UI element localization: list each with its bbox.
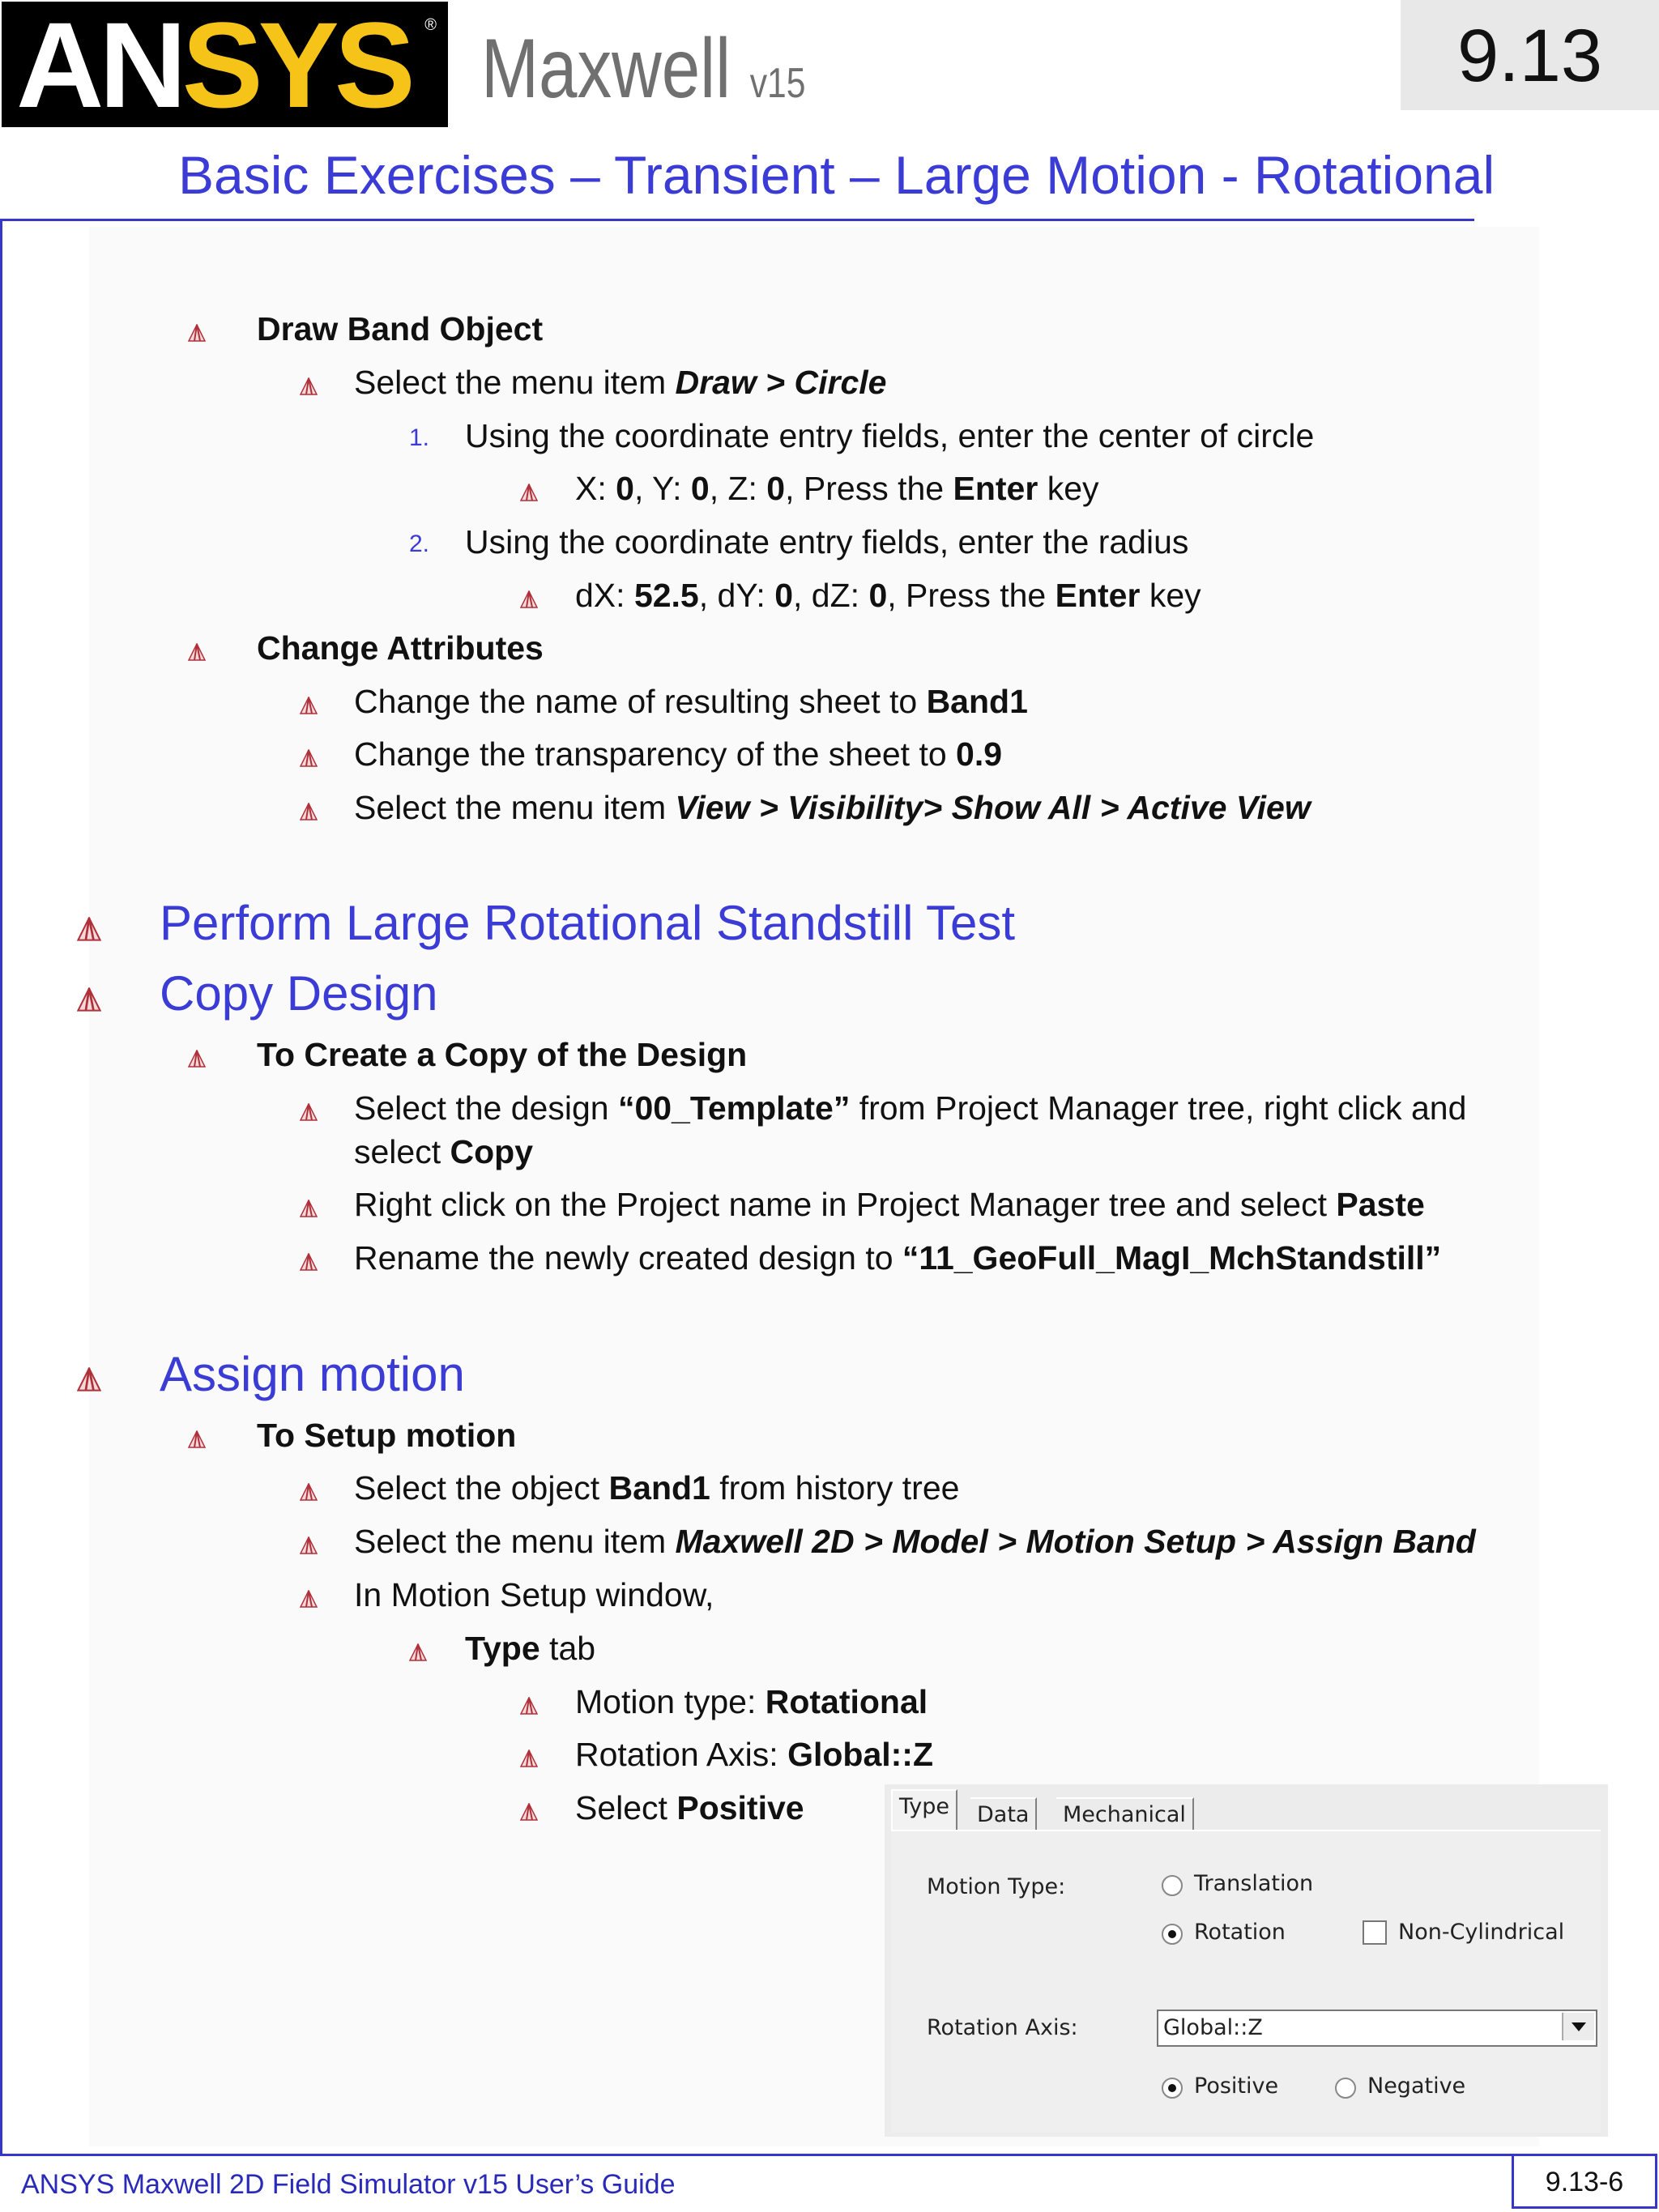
text: Select the menu item [354, 364, 676, 401]
menu-path: View > Visibility> Show All > Active View [675, 789, 1311, 826]
menu-path: Maxwell 2D > Model > Motion Setup > Assign Band [675, 1523, 1476, 1560]
pyramid-bullet-icon [300, 1253, 318, 1271]
value: Positive [676, 1789, 804, 1826]
product-title: Maxwell [481, 22, 731, 116]
pyramid-bullet-icon [409, 1643, 427, 1661]
text: , Y: [633, 470, 691, 507]
design-name: “00_Template” [617, 1089, 851, 1127]
product-name [481, 24, 805, 128]
negative-radio[interactable] [1335, 2078, 1356, 2099]
value: 0 [774, 577, 794, 614]
value: 0 [690, 470, 710, 507]
left-border [0, 219, 2, 2154]
heading-draw-band: Draw Band Object [257, 310, 544, 347]
pyramid-bullet-icon [77, 1367, 101, 1392]
text: X: [575, 470, 616, 507]
footer-divider [0, 2154, 1513, 2156]
tab-type[interactable]: Type [891, 1789, 957, 1833]
positive-radio[interactable] [1162, 2078, 1183, 2099]
page-number-box [1512, 2154, 1657, 2209]
pyramid-bullet-icon [520, 484, 538, 501]
ansys-logo [2, 0, 448, 133]
key-name: Enter [1055, 577, 1141, 614]
radius-step: Using the coordinate entry fields, enter the radius [465, 523, 1189, 560]
pyramid-bullet-icon [300, 1536, 318, 1554]
text: Rotation Axis: [575, 1736, 788, 1773]
page-title: Basic Exercises – Transient – Large Motion - Rotational [178, 145, 1495, 205]
header-divider [0, 219, 1474, 221]
section-assign-motion: Assign motion [160, 1347, 465, 1401]
tab-mechanical[interactable]: Mechanical [1056, 1797, 1194, 1831]
text: Select the menu item [354, 789, 676, 826]
value: Paste [1336, 1186, 1425, 1223]
pyramid-bullet-icon [300, 1103, 318, 1121]
product-version: v15 [749, 60, 806, 107]
section-standstill-test: Perform Large Rotational Standstill Test [160, 896, 1016, 950]
translation-label: Translation [1194, 1871, 1314, 1896]
text: Select the menu item [354, 1523, 676, 1560]
value: Band1 [926, 683, 1028, 720]
text: from history tree [710, 1469, 960, 1507]
value: 0 [616, 470, 634, 507]
show-all-step [354, 786, 1311, 829]
pyramid-bullet-icon [300, 803, 318, 820]
text: from Project Manager tree, right click and [850, 1089, 1467, 1127]
motion-type-step [575, 1681, 928, 1723]
pyramid-bullet-icon [188, 643, 206, 661]
pyramid-bullet-icon [300, 697, 318, 714]
pyramid-bullet-icon [300, 1590, 318, 1608]
pyramid-bullet-icon [300, 1483, 318, 1501]
step-number: 1. [409, 424, 430, 451]
rename-design-step [354, 1237, 1441, 1279]
rotation-axis-select[interactable] [1157, 2010, 1597, 2047]
text: select [354, 1133, 450, 1170]
pyramid-bullet-icon [520, 1697, 538, 1715]
heading-change-attributes: Change Attributes [257, 629, 544, 667]
positive-label: Positive [1194, 2073, 1279, 2099]
text: Change the transparency of the sheet to [354, 735, 957, 773]
motion-setup-dialog [885, 1784, 1608, 2137]
text: Rename the newly created design to [354, 1239, 902, 1276]
text: Right click on the Project name in Project Manager tree and select [354, 1186, 1337, 1223]
page-number: 9.13-6 [1545, 2167, 1624, 2197]
rename-sheet-step [354, 680, 1028, 722]
rotation-axis-step [575, 1733, 933, 1775]
text: Select the design [354, 1089, 618, 1127]
text: Select [575, 1789, 677, 1826]
transparency-step [354, 733, 1002, 775]
pyramid-bullet-icon [188, 324, 206, 342]
assign-band-menu-step [354, 1520, 1476, 1562]
chapter-box [1401, 0, 1659, 110]
value: Rotational [765, 1683, 928, 1720]
pyramid-bullet-icon [520, 1750, 538, 1767]
non-cylindrical-checkbox[interactable] [1363, 1920, 1387, 1945]
chevron-down-icon[interactable] [1562, 2013, 1594, 2040]
logo-text-yellow: SYS [181, 0, 411, 133]
select-band-step [354, 1467, 959, 1509]
value: Band1 [608, 1469, 710, 1507]
pyramid-bullet-icon [300, 377, 318, 395]
text: Motion type: [575, 1683, 766, 1720]
pyramid-bullet-icon [520, 1803, 538, 1821]
tab-name: Type [465, 1630, 540, 1667]
section-copy-design: Copy Design [160, 966, 438, 1021]
text: key [1038, 470, 1099, 507]
center-coordinates [575, 467, 1099, 509]
pyramid-bullet-icon [188, 1050, 206, 1068]
pyramid-bullet-icon [300, 1200, 318, 1217]
text: , dY: [698, 577, 775, 614]
text: , dZ: [793, 577, 869, 614]
pyramid-bullet-icon [188, 1430, 206, 1448]
pyramid-bullet-icon [77, 917, 101, 941]
motion-type-label: Motion Type: [927, 1874, 1066, 1899]
rotation-axis-label: Rotation Axis: [927, 2015, 1078, 2040]
radius-coordinates [575, 574, 1201, 616]
rotation-axis-value: Global::Z [1163, 2015, 1263, 2040]
text: Select the object [354, 1469, 609, 1507]
step-number: 2. [409, 531, 430, 557]
value: Global::Z [787, 1736, 933, 1773]
key-name: Enter [953, 470, 1038, 507]
logo-text-white: AN [16, 0, 182, 133]
motion-window-step: In Motion Setup window, [354, 1576, 714, 1613]
rotation-label: Rotation [1194, 1920, 1286, 1945]
chapter-number: 9.13 [1456, 15, 1603, 97]
text: , Press the [785, 470, 953, 507]
text: key [1140, 577, 1201, 614]
pyramid-bullet-icon [77, 987, 101, 1012]
draw-circle-menu-step [354, 361, 886, 403]
text: , Press the [887, 577, 1056, 614]
pyramid-bullet-icon [300, 749, 318, 767]
select-positive-step [575, 1787, 804, 1829]
value: Copy [450, 1133, 533, 1170]
menu-path: Draw > Circle [675, 364, 887, 401]
footer-guide-title: ANSYS Maxwell 2D Field Simulator v15 User’s Guide [21, 2169, 676, 2200]
text: , Z: [709, 470, 767, 507]
non-cylindrical-label: Non-Cylindrical [1398, 1920, 1565, 1945]
rotation-radio[interactable] [1162, 1924, 1183, 1945]
translation-radio[interactable] [1162, 1875, 1183, 1896]
value: 52.5 [633, 577, 699, 614]
select-template-step [354, 1087, 1466, 1129]
text: tab [539, 1630, 596, 1667]
center-step: Using the coordinate entry fields, enter the center of circle [465, 417, 1315, 454]
logo-registered-mark: ® [424, 16, 437, 34]
tab-data[interactable]: Data [970, 1797, 1037, 1831]
text: Change the name of resulting sheet to [354, 683, 927, 720]
design-name: “11_GeoFull_MagI_MchStandstill” [902, 1239, 1442, 1276]
text: dX: [575, 577, 634, 614]
select-template-step-continued [354, 1131, 533, 1173]
negative-label: Negative [1367, 2073, 1466, 2099]
paste-step [354, 1183, 1425, 1225]
heading-copy-design: To Create a Copy of the Design [257, 1036, 748, 1073]
value: 0 [766, 470, 786, 507]
heading-setup-motion: To Setup motion [257, 1417, 517, 1454]
type-tab-step [465, 1627, 595, 1669]
type-tab-panel [891, 1830, 1601, 2133]
value: 0 [868, 577, 888, 614]
value: 0.9 [956, 735, 1003, 773]
pyramid-bullet-icon [520, 590, 538, 608]
